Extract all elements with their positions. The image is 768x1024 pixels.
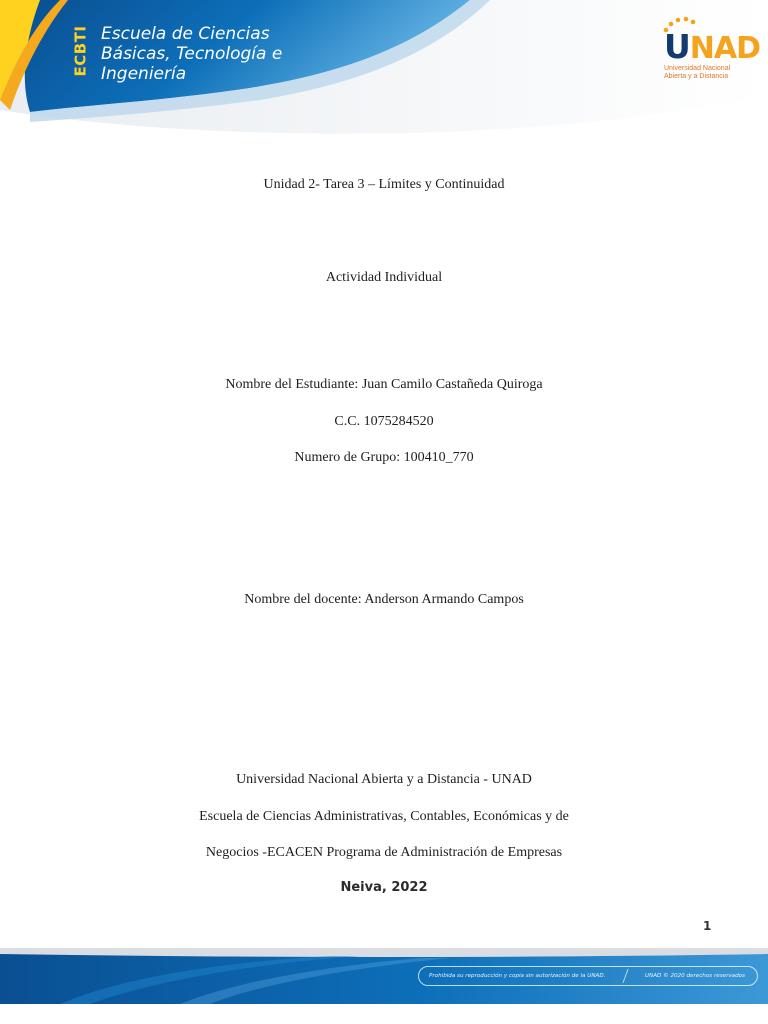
footer-notice-bar bbox=[418, 966, 758, 986]
student-name: Nombre del Estudiante: Juan Camilo Castañeda Quiroga bbox=[225, 377, 543, 392]
header-school-line-1: Escuela de Ciencias bbox=[101, 24, 270, 44]
logo-subtitle: Universidad Nacional Abierta y a Distancia bbox=[664, 65, 731, 80]
page-header-banner bbox=[0, 0, 768, 140]
logo-wordmark: UNAD bbox=[664, 27, 761, 66]
footer-notice: Prohibida su reproducción y copia sin autorización de la UNAD. bbox=[429, 973, 606, 979]
school-line-2: Negocios -ECACEN Programa de Administración de Empresas bbox=[205, 845, 563, 860]
document-title: Unidad 2- Tarea 3 – Límites y Continuidad bbox=[263, 177, 505, 192]
footer-separator bbox=[622, 969, 628, 983]
page-number: 1 bbox=[703, 919, 712, 933]
university-name: Universidad Nacional Abierta y a Distancia - UNAD bbox=[236, 772, 532, 787]
school-line-1: Escuela de Ciencias Administrativas, Contables, Económicas y de bbox=[199, 809, 569, 824]
teacher-name: Nombre del docente: Anderson Armando Campos bbox=[244, 592, 524, 607]
unad-logo bbox=[656, 16, 761, 86]
header-school-name bbox=[101, 24, 301, 84]
place-and-date: Neiva, 2022 bbox=[340, 880, 428, 895]
activity-type: Actividad Individual bbox=[325, 270, 443, 285]
header-school-line-2: Básicas, Tecnología e bbox=[101, 44, 283, 64]
student-id: C.C. 1075284520 bbox=[334, 414, 434, 429]
ecbti-vertical-label: ECBTI bbox=[71, 25, 90, 77]
group-number: Numero de Grupo: 100410_770 bbox=[294, 450, 474, 465]
footer-copyright: UNAD © 2020 derechos reservados bbox=[644, 973, 745, 979]
page-footer-banner bbox=[0, 948, 768, 1004]
header-school-line-3: Ingeniería bbox=[101, 64, 187, 84]
